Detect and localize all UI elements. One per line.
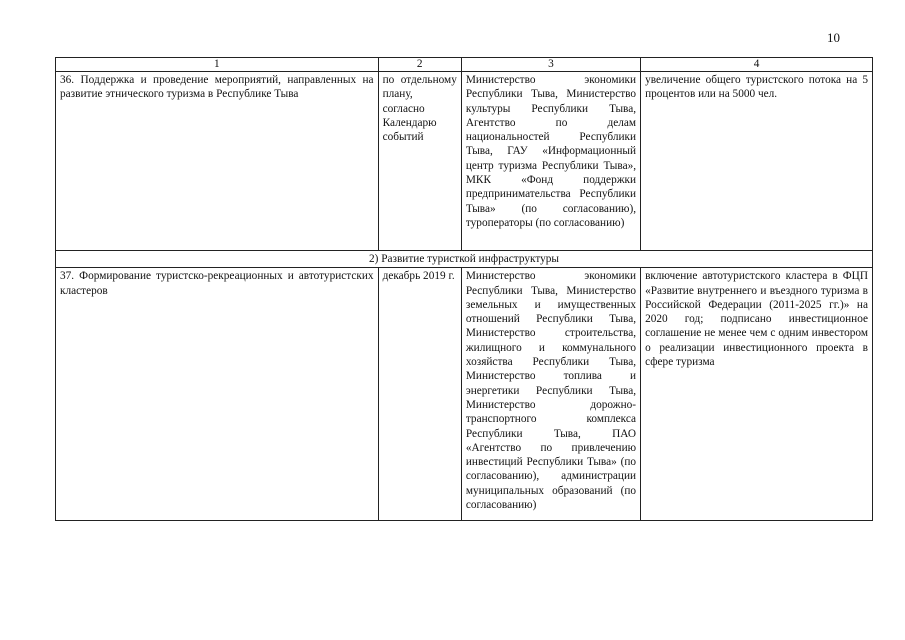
executors-cell: Министерство экономики Республики Тыва, Министерство земельных и имущественных отношений Республики Тыва, Министерство строительства, жилищного и коммунального хозяйства Республики Тыва, Министерство топлива и энергетики Республики Тыва, Министерство дорожно-транспортного комплекса Республики Тыва, ПАО «Агентство по привлечению инвестиций Республики Тыва» (по согласованию), администрации муниципальных образований (по согласованию) [461,268,640,521]
header-cell: 1 [56,58,379,72]
page-number: 10 [827,30,840,45]
measures-table [55,57,873,521]
deadline-cell: по отдельному плану, согласно Календарю событий [378,72,461,251]
measure-cell: 36. Поддержка и проведение мероприятий, направленных на развитие этнического туризма в Республике Тыва [56,72,379,251]
table-row [56,268,873,521]
header-cell: 2 [378,58,461,72]
header-cell: 3 [461,58,640,72]
section-row [56,251,873,268]
section-title: 2) Развитие туристкой инфраструктуры [56,251,873,268]
header-cell: 4 [641,58,873,72]
deadline-cell: декабрь 2019 г. [378,268,461,521]
table-row [56,72,873,251]
measure-cell: 37. Формирование туристско-рекреационных и автотуристских кластеров [56,268,379,521]
result-cell: увеличение общего туристского потока на 5 процентов или на 5000 чел. [641,72,873,251]
table-header-row [56,58,873,72]
result-cell: включение автотуристского кластера в ФЦП «Развитие внутреннего и въездного туризма в Российской Федерации (2011-2025 гг.)» на 2020 год; подписано инвестиционное соглашение не менее чем с одним инвестором о реализации инвестиционного проекта в сфере туризма [641,268,873,521]
executors-cell: Министерство экономики Республики Тыва, Министерство культуры Республики Тыва, Агентство по делам национальностей Республики Тыва, ГАУ «Информационный центр туризма Республики Тыва», МКК «Фонд поддержки предпринимательства Республики Тыва» (по согласованию), туроператоры (по согласованию) [461,72,640,251]
